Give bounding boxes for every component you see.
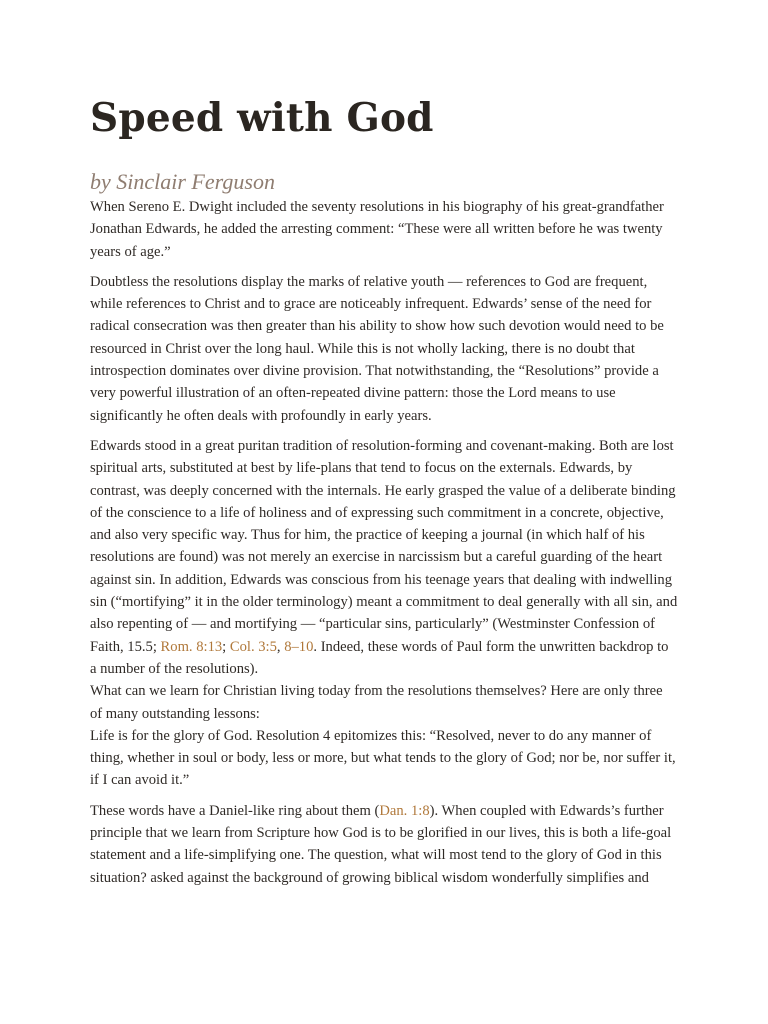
author-byline: by Sinclair Ferguson [90, 169, 275, 194]
paragraph-3-text: Edwards stood in a great puritan tradition of resolution-forming and covenant-making. Both are lost spiritual arts, substituted at best by life-plans that tend to focus on the externals. Edwards, by contrast, was deeply concerned with the internals. He early grasped the value of a deliberate binding of the conscience to a life of holiness and of expressing such commitment in a concrete, objective, and also very specific way. Thus for him, the practice of keeping a journal (in which half of his resolutions are found) was not merely an exercise in narcissism but a careful guarding of the heart against sin. In addition, Edwards was conscious from his teenage years that dealing with indwelling sin (“mortifying” it in the older terminology) meant a commitment to deal generally with all sin, and also repenting of — and mortifying — “particular sins, particularly” (Westminster Confession of Faith, 15.5; [90, 437, 678, 655]
separator: ; [222, 638, 230, 655]
paragraph-2: Doubtless the resolutions display the marks of relative youth — references to God are frequent, while references to Christ and to grace are noticeably infrequent. Edwards’ sense of the need for radical consecration was then greater than his ability to show how such devotion would need to be resourced in Christ over the long haul. While this is not wholly lacking, there is no doubt that introspection dominates over divine provision. That notwithstanding, the “Resolutions” provide a very powerful illustration of an often-repeated divine pattern: those the Lord means to use significantly he often deals with profoundly in early years. [90, 273, 664, 424]
paragraph-3 [90, 435, 678, 680]
scripture-link-col-3-5[interactable]: Col. 3:5 [229, 638, 277, 655]
paragraph-3-text-end: . Indeed, these words of Paul form the unwritten backdrop to a number of the resolutions). [90, 638, 669, 677]
paragraph-6-text-end: ). When coupled with Edwards’s further principle that we learn from Scripture how God is to be glorified in our lives, this is both a life-goal statement and a life-simplifying one. The question, what will most tend to the glory of God in this situation? asked against the background of growing biblical wisdom wonderfully simplifies and [90, 802, 672, 886]
paragraph-6 [90, 800, 678, 889]
paragraph-1: When Sereno E. Dwight included the seventy resolutions in his biography of his great-grandfather Jonathan Edwards, he added the arresting comment: “These were all written before he was twenty years of age.” [90, 199, 664, 260]
paragraph-4: What can we learn for Christian living today from the resolutions themselves? Here are only three of many outstanding lessons: [90, 683, 663, 722]
article-title: Speed with God [90, 95, 434, 141]
article [90, 92, 678, 889]
paragraph-5: Life is for the glory of God. Resolution 4 epitomizes this: “Resolved, never to do any manner of thing, whether in soul or body, less or more, but what tends to the glory of God; nor be, nor suffer it, if I can avoid it.” [90, 727, 676, 789]
paragraph-6-text: These words have a Daniel-like ring about them ( [90, 802, 380, 819]
scripture-link-rom-8-13[interactable]: Rom. 8:13 [160, 638, 223, 655]
separator: , [276, 638, 285, 655]
scripture-link-dan-1-8[interactable]: Dan. 1:8 [379, 802, 430, 819]
scripture-link-col-3-8-10[interactable]: 8–10 [284, 638, 314, 655]
